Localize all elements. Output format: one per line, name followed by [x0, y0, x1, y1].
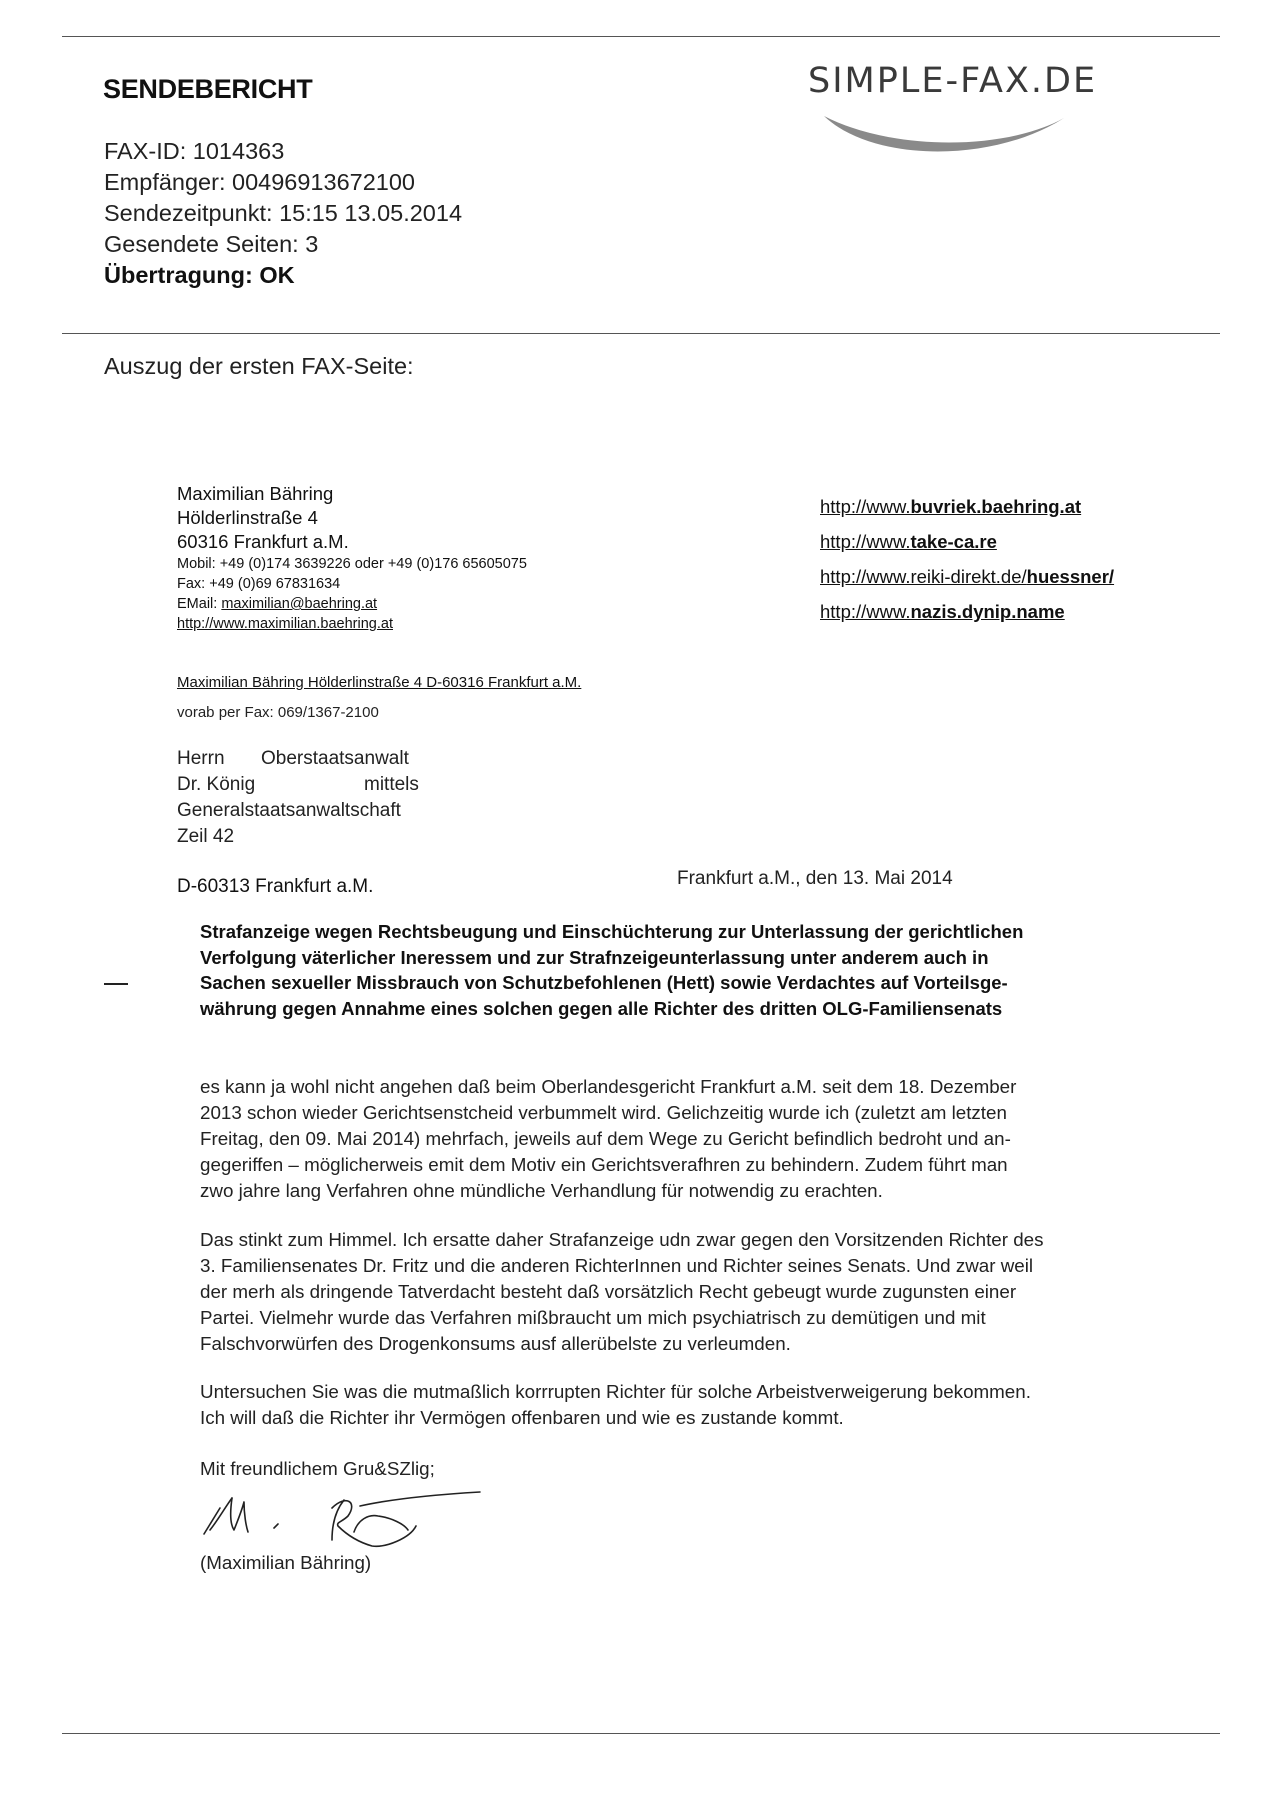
top-rule [62, 36, 1220, 37]
sender-city: 60316 Frankfurt a.M. [177, 531, 349, 552]
middle-rule [62, 333, 1220, 334]
fax-number: +49 (0)69 67831634 [209, 576, 341, 592]
signature-name: (Maximilian Bähring) [200, 1552, 372, 1573]
body-line: Das stinkt zum Himmel. Ich ersatte daher Strafanzeige udn zwar gegen den Vorsitzenden Richter des [200, 1229, 1044, 1250]
body-line: Falschvorwürfen des Drogenkonsums ausf allerübelste zu verleumden. [200, 1333, 791, 1354]
fax-info [104, 136, 462, 291]
subject-line: währung gegen Annahme eines solchen gegen alle Richter des dritten OLG-Familiensenats [200, 997, 1003, 1019]
return-address: Maximilian Bähring Hölderlinstraße 4 D-60316 Frankfurt a.M. [177, 674, 582, 691]
sender-website-link[interactable]: http://www.maximilian.baehring.at [177, 616, 393, 632]
email-label: EMail: [177, 596, 218, 612]
body-line: Untersuchen Sie was die mutmaßlich korrrupten Richter für solche Arbeistverweigerung bekommen. [200, 1381, 1031, 1402]
fax-id: FAX-ID: 1014363 [104, 138, 285, 164]
body-line: Ich will daß die Richter ihr Vermögen offenbaren und wie es zustande kommt. [200, 1407, 844, 1428]
body-paragraph-2 [200, 1227, 1044, 1357]
letter-subject [200, 919, 1080, 1021]
sender-name: Maximilian Bähring [177, 483, 334, 504]
fax-label: Fax: [177, 576, 206, 592]
sender-fax [177, 574, 527, 594]
email-link[interactable]: maximilian@baehring.at [221, 596, 378, 612]
link-item[interactable]: http://www.reiki-direkt.de/huessner/ [820, 566, 1115, 587]
recipient-line-1 [177, 746, 409, 772]
handwritten-signature [196, 1490, 486, 1554]
subject-line: Verfolgung väterlicher Ineressem und zur Strafnzeigeunterlassung unter anderem auch in [200, 946, 989, 968]
body-line: gegeriffen – möglicherweis emit dem Motiv ein Gerichtsverafhren zu behindern. Zudem führt man [200, 1154, 1008, 1175]
fax-recipient: Empfänger: 00496913672100 [104, 169, 415, 195]
link-list [820, 489, 1114, 629]
logo-swoosh [824, 116, 1064, 152]
recipient-block [177, 746, 419, 850]
recipient-line-2 [177, 772, 419, 798]
link-item[interactable]: http://www.take-ca.re [820, 531, 997, 552]
excerpt-label: Auszug der ersten FAX-Seite: [104, 353, 414, 379]
subject-line: Sachen sexueller Missbrauch von Schutzbefohlenen (Hett) sowie Verdachtes auf Vorteilsge- [200, 972, 1008, 993]
body-line: 2013 schon wieder Gerichtsenstcheid verbummelt wird. Gelichzeitig wurde ich (zuletzt am letzten [200, 1102, 1007, 1123]
margin-dash [104, 983, 128, 985]
recipient-office: Generalstaatsanwaltschaft [177, 800, 401, 821]
mobile-or: oder [354, 556, 384, 572]
mobile-number-2: +49 (0)176 65605075 [387, 556, 527, 572]
recipient-street: Zeil 42 [177, 826, 235, 847]
body-line: Partei. Vielmehr wurde das Verfahren mißbraucht um mich psychiatrisch zu demütigen und mit [200, 1307, 986, 1328]
fax-send-time: Sendezeitpunkt: 15:15 13.05.2014 [104, 200, 463, 226]
body-line: 3. Familiensenates Dr. Fritz und die anderen RichterInnen und Richter seines Senats. Und zwar weil [200, 1255, 1034, 1276]
logo-text: SIMPLE-FAX.DE [808, 61, 1098, 101]
mobile-number-1: +49 (0)174 3639226 [219, 556, 351, 572]
body-line: es kann ja wohl nicht angehen daß beim Oberlandesgericht Frankfurt a.M. seit dem 18. Dezember [200, 1076, 1017, 1097]
link-item[interactable]: http://www.buvriek.baehring.at [820, 496, 1082, 517]
recipient-via: mittels [364, 774, 419, 795]
body-line: zwo jahre lang Verfahren ohne mündliche Verhandlung für notwendig zu erachten. [200, 1180, 883, 1201]
recipient-salutation: Herrn [177, 748, 225, 769]
body-paragraph-3 [200, 1379, 1031, 1431]
sender-mobile [177, 554, 527, 574]
simple-fax-logo [802, 54, 1202, 154]
letter-date: Frankfurt a.M., den 13. Mai 2014 [677, 868, 953, 889]
recipient-role: Oberstaatsanwalt [261, 748, 409, 769]
recipient-name: Dr. König [177, 774, 256, 795]
body-paragraph-1 [200, 1074, 1016, 1204]
closing-greeting: Mit freundlichem Gru&SZlig; [200, 1458, 435, 1479]
body-line: Freitag, den 09. Mai 2014) mehrfach, jeweils auf dem Wege zu Gericht befindlich bedroht und an- [200, 1128, 1011, 1149]
bottom-rule [62, 1733, 1220, 1734]
report-title: SENDEBERICHT [103, 74, 313, 104]
fax-status: Übertragung: OK [104, 262, 295, 288]
subject-line: Strafanzeige wegen Rechtsbeugung und Einschüchterung zur Unterlassung der gerichtlichen [200, 921, 1024, 942]
sender-street: Hölderlinstraße 4 [177, 507, 318, 528]
mobile-label: Mobil: [177, 556, 216, 572]
body-line: der merh als dringende Tatverdacht besteht daß vorsätzlich Recht gebeugt wurde zugunsten einer [200, 1281, 1017, 1302]
link-item[interactable]: http://www.nazis.dynip.name [820, 601, 1065, 622]
vorab-fax-note: vorab per Fax: 069/1367-2100 [177, 704, 379, 721]
recipient-city: D-60313 Frankfurt a.M. [177, 876, 374, 897]
fax-pages: Gesendete Seiten: 3 [104, 231, 319, 257]
sender-email [177, 594, 527, 614]
sender-block [177, 482, 527, 634]
